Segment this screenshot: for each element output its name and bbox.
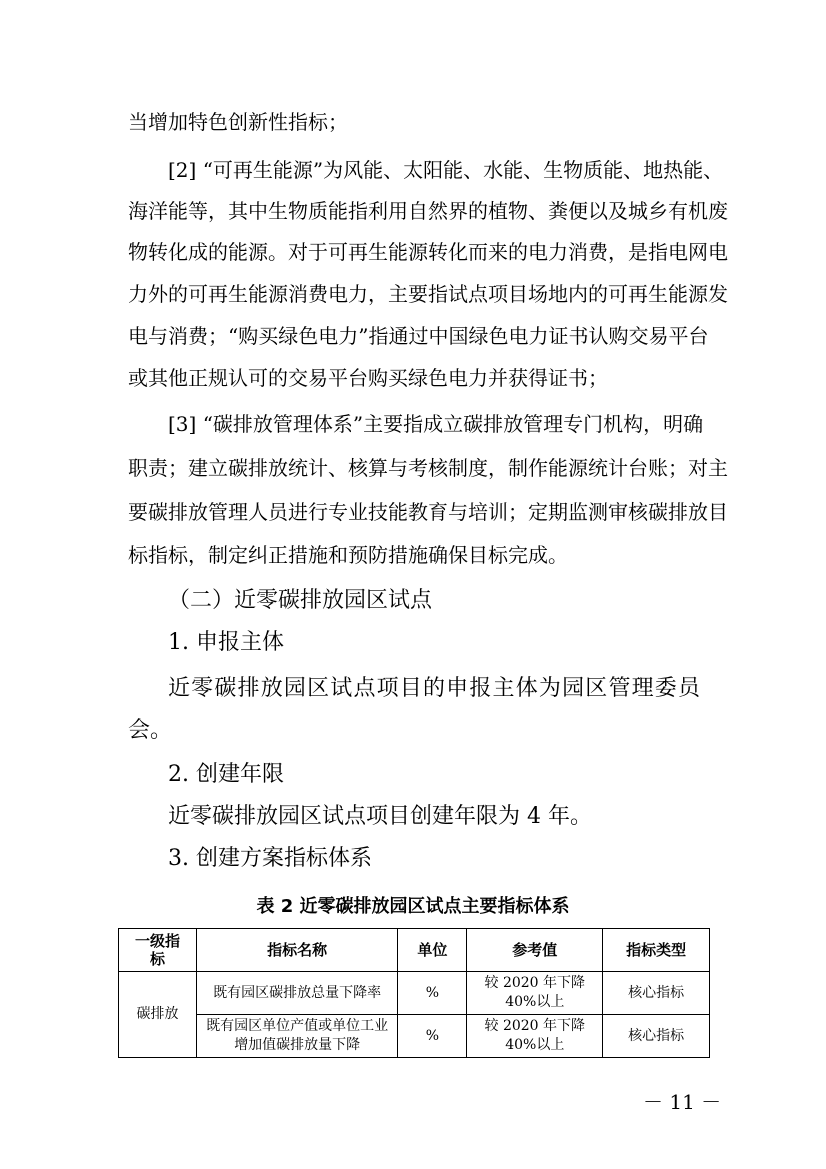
table-row (119, 972, 710, 1015)
page-number: － 11 － (643, 1090, 722, 1114)
table-title: 表 2 近零碳排放园区试点主要指标体系 (256, 896, 570, 917)
table-row (119, 1015, 710, 1058)
paragraph-line: 当增加特色创新性指标； (128, 110, 348, 134)
paragraph-line: 力外的可再生能源消费电力，主要指试点项目场地内的可再生能源发 (128, 282, 728, 306)
footnote-2-line: [2] “可再生能源”为风能、太阳能、水能、生物质能、地热能、 (168, 158, 724, 182)
indicator-table (118, 928, 710, 1058)
indicator-type: 核心指标 (603, 972, 710, 1015)
item2-title: 2. 创建年限 (168, 762, 284, 787)
paragraph-line: 要碳排放管理人员进行专业技能教育与培训；定期监测审核碳排放目 (128, 500, 728, 524)
indicator-unit: % (398, 1015, 467, 1058)
paragraph-line: 物转化成的能源。对于可再生能源转化而来的电力消费，是指电网电 (128, 240, 728, 264)
header-type: 指标类型 (603, 929, 710, 972)
indicator-reference: 较 2020 年下降40%以上 (467, 1015, 603, 1058)
item1-body-cont: 会。 (128, 718, 173, 743)
item1-title: 1. 申报主体 (168, 630, 284, 655)
item1-body: 近零碳排放园区试点项目的申报主体为园区管理委员 (168, 676, 700, 701)
paragraph-line: 电与消费；“购买绿色电力”指通过中国绿色电力证书认购交易平台 (128, 324, 709, 348)
indicator-reference: 较 2020 年下降40%以上 (467, 972, 603, 1015)
header-level1: 一级指标 (119, 929, 197, 972)
item2-body: 近零碳排放园区试点项目创建年限为 4 年。 (168, 804, 592, 829)
group-cell: 碳排放 (119, 972, 197, 1058)
header-reference: 参考值 (467, 929, 603, 972)
paragraph-line: 海洋能等，其中生物质能指利用自然界的植物、粪便以及城乡有机废 (128, 199, 728, 223)
header-unit: 单位 (398, 929, 467, 972)
paragraph-line: 职责；建立碳排放统计、核算与考核制度，制作能源统计台账；对主 (128, 456, 728, 480)
footnote-3-line: [3] “碳排放管理体系”主要指成立碳排放管理专门机构，明确 (168, 412, 704, 436)
indicator-unit: % (398, 972, 467, 1015)
paragraph-line: 标指标，制定纠正措施和预防措施确保目标完成。 (128, 543, 568, 567)
table-header-row (119, 929, 710, 972)
header-name: 指标名称 (196, 929, 398, 972)
section-heading: （二）近零碳排放园区试点 (168, 588, 433, 613)
item3-title: 3. 创建方案指标体系 (168, 846, 372, 871)
indicator-name: 既有园区碳排放总量下降率 (196, 972, 398, 1015)
paragraph-line: 或其他正规认可的交易平台购买绿色电力并获得证书； (128, 366, 608, 390)
indicator-name: 既有园区单位产值或单位工业增加值碳排放量下降 (196, 1015, 398, 1058)
indicator-type: 核心指标 (603, 1015, 710, 1058)
